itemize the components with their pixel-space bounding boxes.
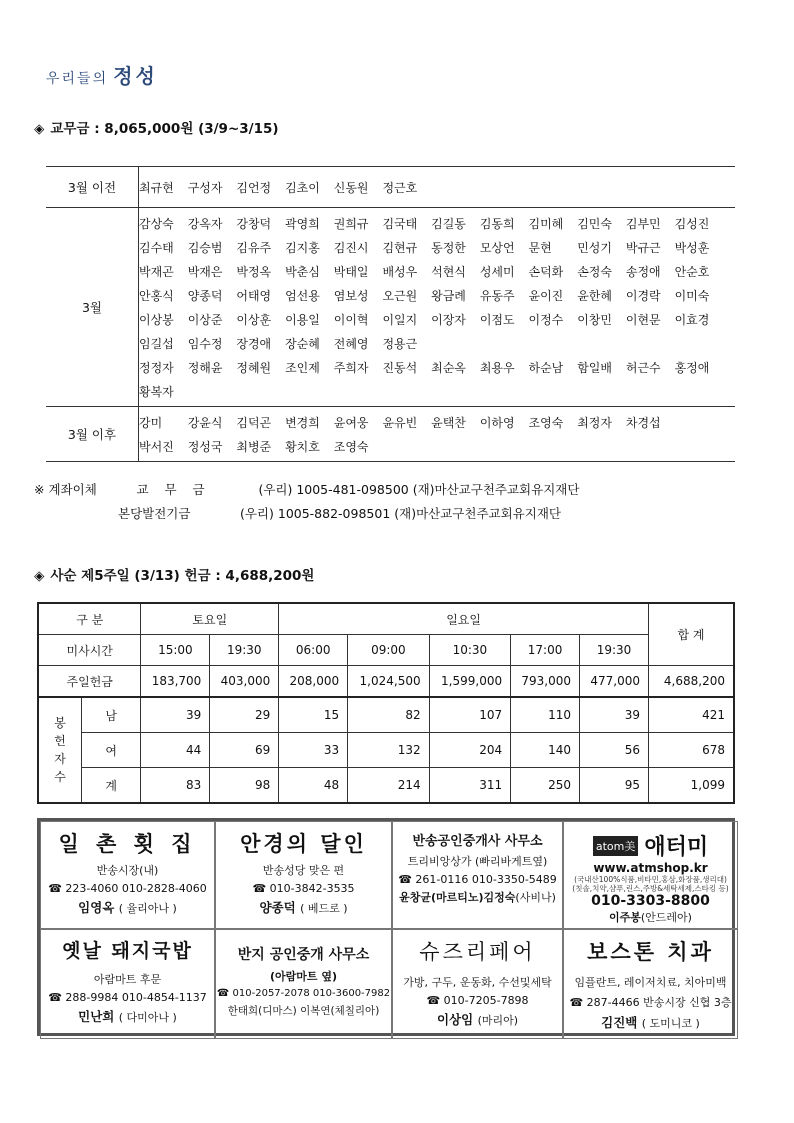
- count: 29: [210, 697, 279, 733]
- donor-name: 정혜원: [236, 361, 272, 375]
- collection-amount: 477,000: [580, 666, 649, 698]
- tithe-heading: [34, 117, 279, 137]
- donor-name: 정정자: [139, 361, 174, 375]
- donor-name: 이상준: [187, 313, 223, 327]
- donor-name: 이미숙: [674, 289, 710, 303]
- donor-name: 송정애: [625, 265, 661, 279]
- ad-phone: ☎ 288-9984 010-4854-1137: [48, 991, 207, 1004]
- ad-optician: [215, 821, 392, 929]
- donor-count-row-total: [38, 768, 734, 804]
- donor-name: 이경락: [625, 289, 661, 303]
- advertisement-grid: [37, 818, 735, 1036]
- donor-name: 안홍식: [139, 289, 174, 303]
- ad-gukbap: [40, 929, 215, 1039]
- count: 33: [279, 733, 348, 768]
- donor-name: 감상숙: [139, 217, 174, 231]
- donor-name: 윤한혜: [577, 289, 612, 303]
- donor-name: 신동원: [333, 181, 369, 195]
- donor-name: 김진시: [333, 241, 369, 255]
- donor-name: 박서진: [139, 440, 174, 454]
- donor-name: [529, 332, 578, 356]
- ad-phone: ☎ 010-7205-7898: [426, 994, 529, 1007]
- collection-amount: 1,024,500: [348, 666, 430, 698]
- ad-owner: 김진백 ( 도미니코 ): [601, 1015, 700, 1030]
- count: 250: [511, 768, 580, 804]
- count: 39: [141, 697, 210, 733]
- collection-amount: 793,000: [511, 666, 580, 698]
- mass-time: 09:00: [348, 635, 430, 666]
- mass-time: 19:30: [210, 635, 279, 666]
- donor-name: 문현: [528, 241, 552, 255]
- transfer-note: [34, 478, 579, 526]
- donor-name: 정해윤: [187, 361, 223, 375]
- donor-name: [626, 332, 675, 356]
- donor-name: 이일지: [382, 313, 418, 327]
- donor-name: 안순호: [674, 265, 710, 279]
- donor-name: 임수정: [187, 337, 223, 351]
- donor-row-before: [46, 167, 735, 208]
- count: 15: [279, 697, 348, 733]
- donor-name: 최용우: [479, 361, 515, 375]
- donor-name: 최병준: [236, 440, 272, 454]
- donor-name: 정용근: [382, 337, 418, 351]
- donor-name: 김국태: [382, 217, 418, 231]
- donor-name: 윤택찬: [431, 416, 466, 430]
- donor-name: 박태일: [333, 265, 369, 279]
- count: 83: [141, 768, 210, 804]
- ad-line: 임플란트, 레이저치료, 치아미백: [574, 976, 727, 989]
- donor-name: 이효경: [674, 313, 710, 327]
- ad-phone: 010-3303-8800: [591, 893, 710, 909]
- donor-name: 김미혜: [528, 217, 564, 231]
- donor-name: 이상봉: [139, 313, 174, 327]
- ad-line: 가방, 구두, 운동화, 수선및세탁: [403, 976, 552, 989]
- donor-count-row-female: [38, 733, 734, 768]
- tithe-heading-text: 교무금 : 8,065,000원 (3/9~3/15): [50, 121, 279, 137]
- ad-owner: 양종덕 ( 베드로 ): [259, 900, 348, 915]
- donor-name: 허근수: [625, 361, 661, 375]
- row-label: 계: [82, 768, 141, 804]
- donor-name: 이상훈: [236, 313, 272, 327]
- ad-title: 반지 공인중개 사무소: [237, 947, 370, 963]
- count: 311: [429, 768, 511, 804]
- ad-owner: 임영옥 ( 율리아나 ): [78, 900, 177, 915]
- donor-name: 박규근: [625, 241, 661, 255]
- ad-title: 애터미: [644, 835, 709, 860]
- donor-name: 주희자: [333, 361, 369, 375]
- donor-name: 황치호: [285, 440, 320, 454]
- donor-name: 유동주: [479, 289, 515, 303]
- count: 95: [580, 768, 649, 804]
- ad-line: 반송성당 맞은 편: [262, 864, 345, 877]
- ad-owner: 윤창균(마르티노)김정숙(사비나): [399, 891, 556, 904]
- donor-names-march: [139, 212, 735, 404]
- ad-title: 옛날 돼지국밥: [62, 940, 193, 962]
- diamond-icon: ◈: [34, 121, 45, 137]
- donor-name: 김동희: [479, 217, 515, 231]
- donor-name: 정성국: [187, 440, 223, 454]
- atomy-logo: [564, 830, 737, 861]
- donor-name: 김길동: [431, 217, 466, 231]
- donor-row-after: [46, 407, 735, 462]
- mass-time: 15:00: [141, 635, 210, 666]
- count-total: 678: [649, 733, 735, 768]
- offering-heading: [34, 564, 314, 584]
- account-info: (우리) 1005-481-098500 (재)마산교구천주교회유지재단: [258, 482, 580, 497]
- donor-name: [431, 332, 480, 356]
- donor-name: 오근원: [382, 289, 418, 303]
- donor-name: 박재은: [187, 265, 223, 279]
- donor-name: 박춘심: [285, 265, 320, 279]
- donor-name: 최정자: [577, 416, 612, 430]
- count: 82: [348, 697, 430, 733]
- donor-name: 모상언: [479, 241, 515, 255]
- count: 140: [511, 733, 580, 768]
- mass-time: 10:30: [429, 635, 511, 666]
- ad-line: (아람마트 옆): [269, 970, 337, 983]
- donor-name: 윤여웅: [333, 416, 369, 430]
- donor-name: 홍정애: [674, 361, 710, 375]
- mass-time: 17:00: [511, 635, 580, 666]
- ad-phone: ☎ 010-2057-2078 010-3600-7982: [216, 988, 391, 999]
- donor-name: 황복자: [139, 385, 174, 399]
- collection-amount: 183,700: [141, 666, 210, 698]
- title-main: 정성: [113, 64, 158, 88]
- ad-title: 보스톤 치과: [587, 939, 714, 964]
- collection-row: [38, 666, 734, 698]
- donor-name: 구성자: [187, 181, 223, 195]
- donor-name: 박재곤: [139, 265, 174, 279]
- count: 110: [511, 697, 580, 733]
- donor-name: 김지홍: [285, 241, 320, 255]
- count: 204: [429, 733, 511, 768]
- count: 98: [210, 768, 279, 804]
- donor-name: 김유주: [236, 241, 272, 255]
- donor-name: 변경희: [285, 416, 320, 430]
- ad-product-list: (국내산100%식품,비타민,홍삼,화장품,생리대) (칫솔,치약,샴푸,린스,주방&세탁세제,스타킹 등): [572, 875, 729, 893]
- ad-phone: ☎ 010-3842-3535: [252, 882, 355, 895]
- ad-phone: ☎ 223-4060 010-2828-4060: [48, 882, 207, 895]
- donor-name: 김덕곤: [236, 416, 272, 430]
- ad-phone: ☎ 287-4466 반송시장 신협 3층: [569, 996, 732, 1009]
- collection-amount: 1,599,000: [429, 666, 511, 698]
- offering-heading-text: 사순 제5주일 (3/13) 헌금 : 4,688,200원: [50, 568, 315, 584]
- donor-name: 최규현: [139, 181, 174, 195]
- donor-name: 양종덕: [187, 289, 223, 303]
- count: 132: [348, 733, 430, 768]
- ad-title: 반송공인중개사 사무소: [412, 834, 543, 849]
- donor-name: 석현식: [431, 265, 466, 279]
- donor-name: 차경섭: [625, 416, 661, 430]
- page-title: [46, 60, 158, 89]
- ad-shoe-repair: [392, 929, 563, 1039]
- ad-title: 일 촌 횟 집: [58, 831, 197, 856]
- donor-name: 박정옥: [236, 265, 272, 279]
- account-info: (우리) 1005-882-098501 (재)마산교구천주교회유지재단: [239, 506, 561, 521]
- header-category: 구 분: [38, 603, 141, 635]
- donor-name: 동정한: [431, 241, 466, 255]
- donor-name: 엄선용: [285, 289, 320, 303]
- donor-name: 권희규: [333, 217, 369, 231]
- donor-name: 김성진: [674, 217, 710, 231]
- collection-label: 주일헌금: [38, 666, 141, 698]
- row-label: 남: [82, 697, 141, 733]
- donor-name: [675, 332, 724, 356]
- ad-line: 아람마트 후문: [93, 973, 162, 986]
- count-total: 1,099: [649, 768, 735, 804]
- count: 48: [279, 768, 348, 804]
- donor-name: 이점도: [479, 313, 515, 327]
- donor-name: 전혜영: [333, 337, 369, 351]
- mass-times-row: [38, 635, 734, 666]
- donor-name: 성세미: [479, 265, 515, 279]
- donor-names-after: [139, 411, 735, 459]
- ad-atomy: [563, 821, 738, 929]
- ad-banji-realty: [215, 929, 392, 1039]
- donor-count-group-label: 봉 헌 자 수: [38, 697, 82, 803]
- transfer-label: 계좌이체: [48, 482, 97, 497]
- donor-name: 조인제: [285, 361, 320, 375]
- donor-name: 장순혜: [285, 337, 320, 351]
- ad-bansong-realty: [392, 821, 563, 929]
- count: 214: [348, 768, 430, 804]
- account-name: 교 무 금: [136, 482, 211, 497]
- donor-name: 손정숙: [577, 265, 612, 279]
- donor-name: 윤유빈: [382, 416, 418, 430]
- donor-name: 이현문: [625, 313, 661, 327]
- donor-name: 이창민: [577, 313, 612, 327]
- donor-name: 최순옥: [431, 361, 466, 375]
- donor-name: 김언정: [236, 181, 272, 195]
- donor-name: 김승범: [187, 241, 223, 255]
- times-label: 미사시간: [38, 635, 141, 666]
- donor-row-label: 3월 이후: [46, 407, 139, 462]
- donor-name: 강창덕: [236, 217, 272, 231]
- donor-name: 강옥자: [187, 217, 223, 231]
- collection-amount: 208,000: [279, 666, 348, 698]
- row-label: 여: [82, 733, 141, 768]
- donor-name: 윤이진: [528, 289, 564, 303]
- donor-name: 조영숙: [528, 416, 564, 430]
- title-prefix: 우리들의: [46, 71, 109, 87]
- count: 56: [580, 733, 649, 768]
- ad-owner: 이주봉(안드레아): [609, 911, 692, 924]
- donor-name: 하순남: [528, 361, 564, 375]
- donor-name: 이하영: [479, 416, 515, 430]
- ad-title: 안경의 달인: [240, 831, 367, 856]
- donor-name: 장경애: [236, 337, 272, 351]
- donor-name: 이용일: [285, 313, 320, 327]
- donor-name: 김초이: [285, 181, 320, 195]
- donor-row-label: 3월: [46, 208, 139, 407]
- header-saturday: 토요일: [141, 603, 279, 635]
- donor-name: 함일배: [577, 361, 612, 375]
- count-total: 421: [649, 697, 735, 733]
- donor-name: 조영숙: [333, 440, 369, 454]
- donor-table: [46, 166, 735, 462]
- ad-phone: ☎ 261-0116 010-3350-5489: [398, 873, 557, 886]
- count: 39: [580, 697, 649, 733]
- donor-name: 김현규: [382, 241, 418, 255]
- donor-row-march: [46, 208, 735, 407]
- donor-name: [675, 411, 724, 435]
- donor-name: 배성우: [382, 265, 418, 279]
- ad-owner: 한태희(디마스) 이복연(체칠리아): [227, 1005, 380, 1017]
- donor-name: 염보성: [333, 289, 369, 303]
- donor-name: [480, 332, 529, 356]
- donor-name: 정근호: [382, 181, 418, 195]
- account-name: 본당발전기금: [118, 506, 191, 521]
- donor-name: 임길섭: [139, 337, 174, 351]
- donor-count-row-male: [38, 697, 734, 733]
- header-total: 합 계: [649, 603, 735, 666]
- ad-ilchon: [40, 821, 215, 929]
- donor-names-before: [139, 176, 735, 200]
- ad-owner: 이상임 (마리아): [436, 1012, 519, 1027]
- count: 44: [141, 733, 210, 768]
- ad-line: 반송시장(내): [96, 864, 159, 877]
- ad-line: 트리비앙상가 (빠리바게트옆): [407, 855, 548, 868]
- ad-title: 슈즈리페어: [419, 940, 536, 964]
- collection-total: 4,688,200: [649, 666, 735, 698]
- note-mark: ※: [34, 482, 45, 497]
- count: 69: [210, 733, 279, 768]
- ad-website: www.atmshop.kr: [593, 861, 708, 875]
- donor-name: 김민숙: [577, 217, 612, 231]
- ad-owner: 민난희 ( 다미아나 ): [78, 1009, 177, 1024]
- donor-name: 곽영희: [285, 217, 320, 231]
- donor-name: [577, 332, 626, 356]
- donor-name: 박성훈: [674, 241, 710, 255]
- donor-name: 어태영: [236, 289, 272, 303]
- donor-row-label: 3월 이전: [46, 167, 139, 208]
- mass-time: 19:30: [580, 635, 649, 666]
- donor-name: 김부민: [625, 217, 661, 231]
- ad-dental: [563, 929, 738, 1039]
- header-sunday: 일요일: [279, 603, 649, 635]
- donor-name: 민성기: [577, 241, 612, 255]
- donor-name: 왕금례: [431, 289, 466, 303]
- donor-name: 이정수: [528, 313, 564, 327]
- mass-offering-table: [37, 602, 735, 804]
- donor-name: 이이혁: [333, 313, 369, 327]
- donor-name: 김수태: [139, 241, 174, 255]
- diamond-icon: ◈: [34, 568, 45, 584]
- donor-name: 진동석: [382, 361, 418, 375]
- donor-name: 이장자: [431, 313, 466, 327]
- mass-time: 06:00: [279, 635, 348, 666]
- count: 107: [429, 697, 511, 733]
- donor-name: 강미: [139, 416, 163, 430]
- donor-name: 강윤식: [187, 416, 223, 430]
- collection-amount: 403,000: [210, 666, 279, 698]
- atomy-logo-mark: atom美: [593, 836, 639, 856]
- donor-name: 손덕화: [528, 265, 564, 279]
